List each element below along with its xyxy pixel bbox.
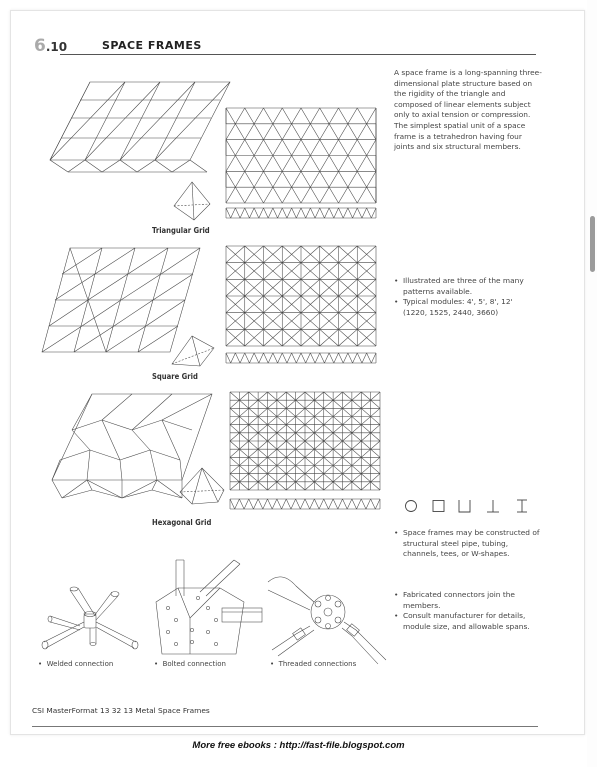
- bolted-connection-text: Bolted connection: [162, 660, 226, 668]
- grid-note-item: • Typical modules: 4', 5', 8', 12' (1220, 1525, 2440, 3660): [394, 297, 536, 318]
- tetrahedron-diagram: [172, 180, 212, 222]
- square-grid-elevation: [226, 352, 376, 364]
- hexagonal-grid-plan: [230, 392, 380, 490]
- pipe-section-icon: [406, 501, 417, 512]
- caption-square-grid: Square Grid: [152, 372, 198, 381]
- threaded-connection-label: • Threaded connections: [270, 660, 357, 668]
- bolted-connection-label: • Bolted connection: [154, 660, 226, 668]
- grid-note-item: • Illustrated are three of the many patterns available.: [394, 276, 536, 297]
- connector-note-item: • Consult manufacturer for details, module size, and allowable spans.: [394, 611, 542, 632]
- welded-connection-diagram: [40, 586, 142, 654]
- caption-hexagonal-grid: Hexagonal Grid: [152, 518, 212, 527]
- section-suffix: .10: [45, 40, 68, 54]
- welded-connection-text: Welded connection: [46, 660, 114, 668]
- masterformat-footer: CSI MasterFormat 13 32 13 Metal Space Frames: [32, 706, 210, 715]
- square-grid-plan: [226, 246, 376, 346]
- channel-section-icon: [459, 500, 470, 512]
- w-shape-section-icon: [517, 500, 527, 512]
- intro-paragraph: A space frame is a long-spanning three-dimensional plate structure based on the rigidity of the triangle and composed of linear elements subject only to axial tension or compression. The simplest spatial unit of a space frame is a tetrahedron having four joints and six structural members.: [394, 68, 542, 152]
- welded-connection-label: • Welded connection: [38, 660, 114, 668]
- chapter-digit: 6: [34, 36, 46, 56]
- bolted-connection-diagram: [148, 558, 266, 658]
- ebooks-link-banner[interactable]: More free ebooks : http://fast-file.blogspot.com: [192, 740, 405, 751]
- bolt-holes: [166, 596, 217, 645]
- threaded-connection-text: Threaded connections: [278, 660, 357, 668]
- hexagonal-grid-elevation: [230, 498, 380, 510]
- threaded-connection-diagram: [266, 568, 394, 664]
- scrollbar-track[interactable]: [587, 0, 597, 767]
- footer-rule: [32, 726, 538, 727]
- section-note-list: [394, 528, 542, 560]
- hex-pyramid-diagram: [178, 466, 226, 506]
- section-number: [34, 36, 67, 56]
- pyramid-diagram: [170, 334, 216, 368]
- caption-triangular-grid: Triangular Grid: [152, 226, 210, 235]
- triangular-grid-elevation: [226, 207, 376, 219]
- tube-section-icon: [433, 501, 444, 512]
- connector-note-item: • Fabricated connectors join the members.: [394, 590, 542, 611]
- section-note-item: • Space frames may be constructed of structural steel pipe, tubing, channels, tees, or W-shapes.: [394, 528, 542, 560]
- connector-notes-list: [394, 590, 542, 632]
- grid-notes-list: [394, 276, 536, 318]
- scrollbar-thumb[interactable]: [590, 216, 595, 272]
- triangular-grid-perspective: [40, 80, 235, 175]
- triangular-grid-plan: [226, 108, 376, 203]
- page-header: [26, 30, 536, 56]
- ball-node: [311, 595, 345, 629]
- tee-section-icon: [487, 500, 499, 512]
- member-section-shapes: [404, 497, 534, 515]
- header-rule: [60, 54, 536, 55]
- section-title: SPACE FRAMES: [102, 39, 202, 52]
